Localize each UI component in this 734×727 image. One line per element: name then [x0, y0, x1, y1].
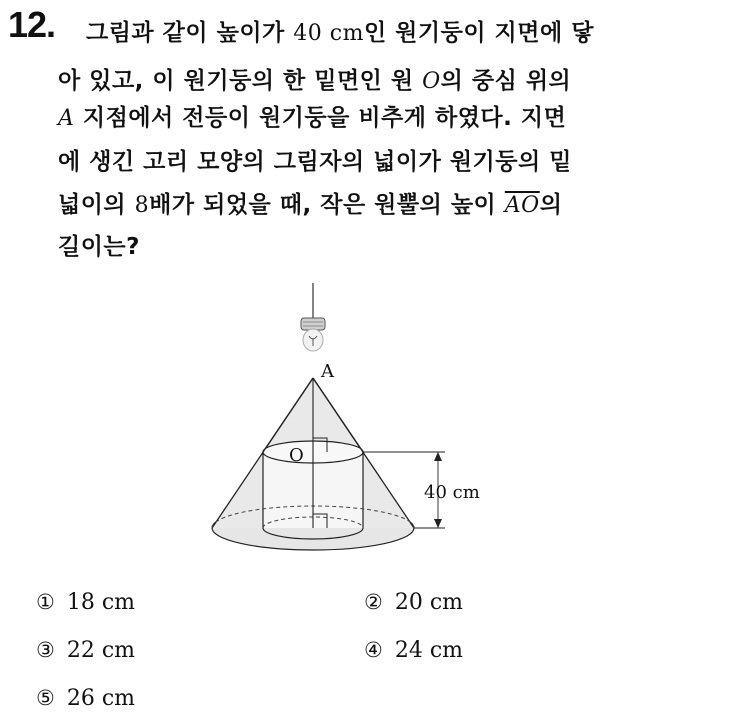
question-text: 그림과 같이 높이가 [86, 20, 294, 46]
label-a: A [321, 361, 334, 382]
choice-4[interactable] [364, 638, 463, 663]
question-text: 넓이의 [58, 192, 135, 218]
question-text: 의 중심 위의 [440, 68, 572, 94]
choice-text: 22 cm [66, 638, 135, 663]
choice-1[interactable] [36, 590, 135, 615]
question-text: 인 원기둥이 지면에 닿 [363, 20, 594, 46]
label-o: O [289, 445, 304, 466]
choice-3[interactable] [36, 638, 135, 663]
choice-mark: ⑤ [36, 686, 55, 710]
question-line-4: 에 생긴 고리 모양의 그림자의 넓이가 원기둥의 밑 [58, 149, 572, 175]
point-o: O [422, 69, 441, 94]
question-line-5 [58, 186, 562, 219]
question-text: 의 [539, 192, 563, 218]
choice-5[interactable] [36, 686, 135, 711]
choice-text: 26 cm [66, 686, 135, 711]
question-line-2 [58, 62, 571, 95]
lamp-socket-icon [301, 318, 325, 330]
choice-text: 20 cm [394, 590, 463, 615]
choice-mark: ① [36, 590, 55, 614]
question-text: 지점에서 전등이 원기둥을 비추게 하였다. 지면 [74, 105, 567, 131]
choice-text: 18 cm [66, 590, 135, 615]
height-label: 40 cm [424, 482, 480, 503]
point-a: A [58, 106, 75, 131]
question-line-6: 길이는? [58, 234, 140, 260]
question-text: 아 있고, 이 원기둥의 한 밑면인 원 [58, 68, 423, 94]
question-text: 배가 되었을 때, 작은 원뿔의 높이 [149, 192, 505, 218]
choice-mark: ④ [364, 638, 383, 662]
question-line-1 [86, 14, 594, 47]
cone-cylinder-figure [200, 280, 500, 560]
choice-2[interactable] [364, 590, 463, 615]
ratio-value: 8 [134, 193, 150, 218]
choice-text: 24 cm [394, 638, 463, 663]
choice-mark: ② [364, 590, 383, 614]
choice-mark: ③ [36, 638, 55, 662]
question-line-3 [58, 99, 566, 132]
height-value: 40 cm [293, 21, 364, 46]
segment-ao: $\overline{AO}$ [504, 193, 540, 218]
question-number: 12. [8, 4, 56, 45]
